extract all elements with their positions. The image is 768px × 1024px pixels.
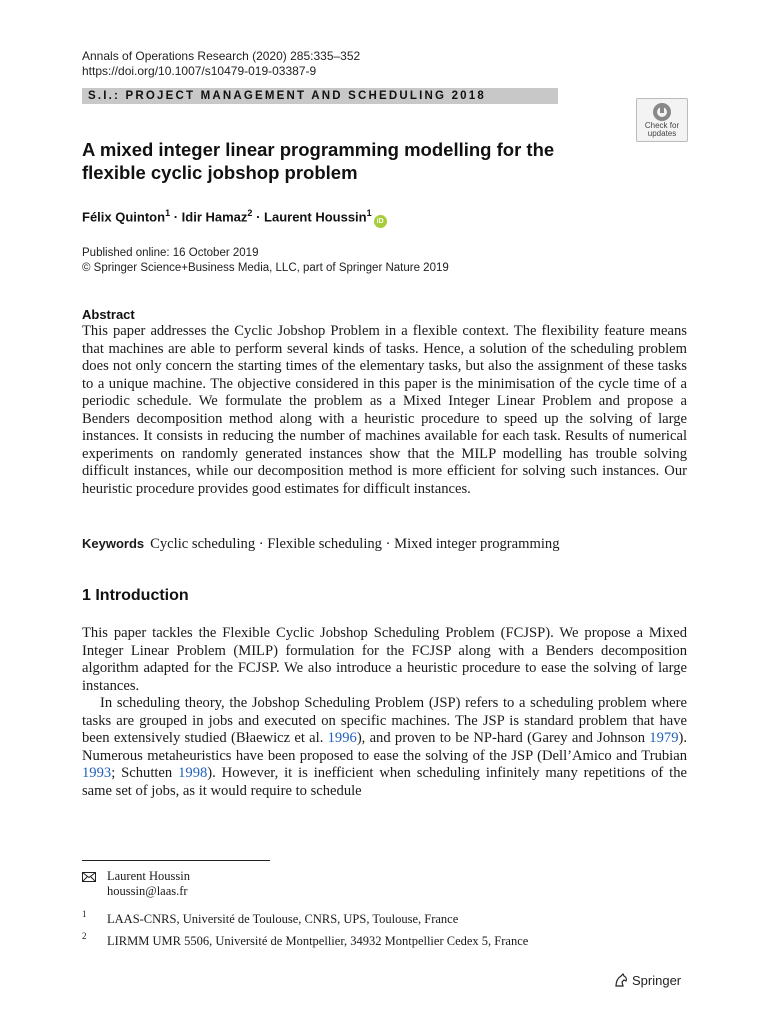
check-updates-icon xyxy=(652,102,672,122)
paragraph: This paper tackles the Flexible Cyclic Jobshop Scheduling Problem (FCJSP). We propose a Mixed Integer Linear Problem (MILP) formulation for the FCJSP along with a Benders decomposition algorithm adapted for the FCJSP. We also introduce a heuristic procedure to ease the solving of large instances. xyxy=(82,625,687,694)
section-heading: 1 Introduction xyxy=(82,587,189,604)
publication-info xyxy=(82,246,449,276)
doi-link[interactable]: https://doi.org/10.1007/s10479-019-03387-9 xyxy=(82,64,317,78)
orcid-icon[interactable]: iD xyxy=(374,215,387,228)
springer-horse-icon xyxy=(613,972,629,988)
keywords-line xyxy=(82,536,560,553)
paragraph xyxy=(82,695,687,800)
keywords-label: Keywords xyxy=(82,536,145,551)
updates-line2: updates xyxy=(647,129,677,138)
updates-line1: Check for xyxy=(644,121,680,130)
paragraph-text: ; Schutten xyxy=(111,765,179,781)
affiliation-mark: 1 xyxy=(165,208,171,218)
citation-link[interactable]: 1996 xyxy=(327,730,357,746)
affiliation-mark: 1 xyxy=(366,208,372,218)
citation-link[interactable]: 1993 xyxy=(82,765,112,781)
abstract-text: This paper addresses the Cyclic Jobshop Problem in a flexible context. The flexibility feature means that machines are able to perform several kinds of tasks. Hence, a solution of the scheduling problem does not only concern the starting times of the elementary tasks, but also the assignment of these tasks to a unique machine. The objective considered in this paper is the minimisation of the cycle time of a periodic schedule. We formulate the problem as a Mixed Integer Linear Problem and propose a Benders decomposition method along with a heuristic procedure to speed up the solving of large instances. It consists in reducing the number of machines available for each task. Results of numerical experiments on randomly generated instances show that the MILP modelling has trouble solving difficult instances, while our decomposition method is more efficient for solving such instances. Our heuristic procedure provides good estimates for difficult instances. xyxy=(82,323,687,497)
paragraph-text: ), and proven to be NP-hard (Garey and Johnson xyxy=(356,730,650,746)
paragraph-text: In scheduling theory, the Jobshop Scheduling Problem (JSP) refers to a scheduling problem where tasks are grouped in jobs and executed on specific machines. The JSP is standard problem that have been extensively studied (Błaewicz et al. xyxy=(82,695,687,746)
journal-citation: Annals of Operations Research (2020) 285:335–352 xyxy=(82,49,361,63)
copyright-notice: © Springer Science+Business Media, LLC, part of Springer Nature 2019 xyxy=(82,262,449,274)
affiliation-number: 2 xyxy=(82,931,87,941)
author-separator: · xyxy=(173,209,179,225)
footnote-divider xyxy=(82,860,270,861)
introduction-body xyxy=(82,625,687,800)
check-for-updates-badge[interactable] xyxy=(636,98,688,142)
paragraph-text: ). However, it is inefficient when scheduling infinitely many repetitions of the same set of jobs, as it would require to schedule xyxy=(82,765,687,799)
keywords-text: Cyclic scheduling · Flexible scheduling · Mixed integer programming xyxy=(150,536,560,552)
envelope-icon xyxy=(82,872,96,882)
author-name[interactable]: Félix Quinton xyxy=(82,209,166,225)
affiliation-mark: 2 xyxy=(247,208,253,218)
abstract-heading: Abstract xyxy=(82,307,135,322)
special-issue-banner: S.I.: PROJECT MANAGEMENT AND SCHEDULING 2018 xyxy=(82,88,558,104)
contact-email[interactable]: houssin@laas.fr xyxy=(107,884,188,898)
journal-info xyxy=(82,49,360,79)
citation-link[interactable]: 1979 xyxy=(649,730,679,746)
contact-name: Laurent Houssin xyxy=(107,869,190,883)
paragraph-text: ). Numerous metaheuristics have been proposed to ease the solving of the JSP (Dell’Amico and Trubian xyxy=(82,730,687,764)
author-separator: · xyxy=(256,209,261,225)
citation-link[interactable]: 1998 xyxy=(178,765,208,781)
publisher-logo xyxy=(613,972,681,988)
paper-title: A mixed integer linear programming modelling for the flexible cyclic jobshop problem xyxy=(82,139,555,183)
publisher-name: Springer xyxy=(632,973,682,988)
affiliation-text: LIRMM UMR 5506, Université de Montpellier, 34932 Montpellier Cedex 5, France xyxy=(107,934,529,948)
author-list xyxy=(82,208,387,228)
author-name[interactable]: Idir Hamaz xyxy=(181,209,248,225)
author-name[interactable]: Laurent Houssin xyxy=(264,209,367,225)
affiliation-text: LAAS-CNRS, Université de Toulouse, CNRS, UPS, Toulouse, France xyxy=(107,912,459,926)
published-date: Published online: 16 October 2019 xyxy=(82,247,259,259)
affiliation-number: 1 xyxy=(82,909,87,919)
